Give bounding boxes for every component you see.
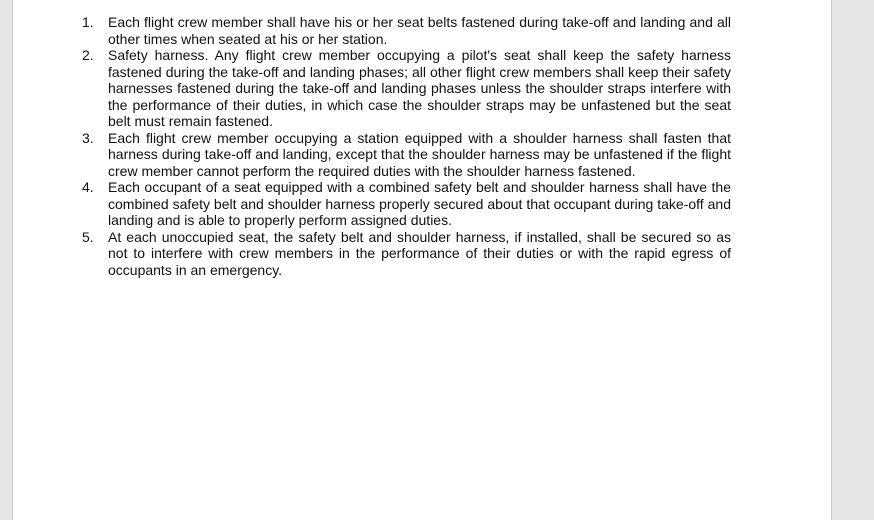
list-item-number: 4. bbox=[82, 179, 94, 195]
list-item bbox=[79, 14, 731, 47]
list-item bbox=[79, 179, 731, 229]
list-item-text: Each occupant of a seat equipped with a combined safety belt and shoulder harness shall have the combined safety belt and shoulder harness properly secured about that occupant during take-off and landing and is able to properly perform assigned duties. bbox=[108, 179, 731, 228]
document-page bbox=[12, 0, 832, 520]
page-content bbox=[79, 14, 731, 278]
numbered-list bbox=[79, 14, 731, 278]
list-item bbox=[79, 130, 731, 180]
list-item-number: 1. bbox=[82, 14, 94, 30]
list-item-number: 2. bbox=[82, 47, 94, 63]
list-item bbox=[79, 229, 731, 279]
list-item-number: 3. bbox=[82, 129, 94, 146]
list-item bbox=[79, 47, 731, 130]
list-item-text: Safety harness. Any flight crew member occupying a pilot's seat shall keep the safety harness fastened during the take-off and landing phases; all other flight crew members shall keep their safety harnesses fastened during the take-off and landing phases unless the shoulder straps interfere with the performance of their duties, in which case the shoulder straps may be unfastened but the seat belt must remain fastened. bbox=[108, 47, 731, 129]
list-item-number: 5. bbox=[82, 228, 94, 245]
list-item-text: Each flight crew member shall have his or her seat belts fastened during take-off and landing and all other times when seated at his or her station. bbox=[108, 14, 731, 47]
list-item-text: At each unoccupied seat, the safety belt and shoulder harness, if installed, shall be secured so as not to interfere with crew members in the performance of their duties or with the rapid egress of occupants in an emergency. bbox=[108, 228, 731, 278]
list-item-text: Each flight crew member occupying a station equipped with a shoulder harness shall fasten that harness during take-off and landing, except that the shoulder harness may be unfastened if the flight crew member cannot perform the required duties with the shoulder harness fastened. bbox=[108, 129, 731, 179]
